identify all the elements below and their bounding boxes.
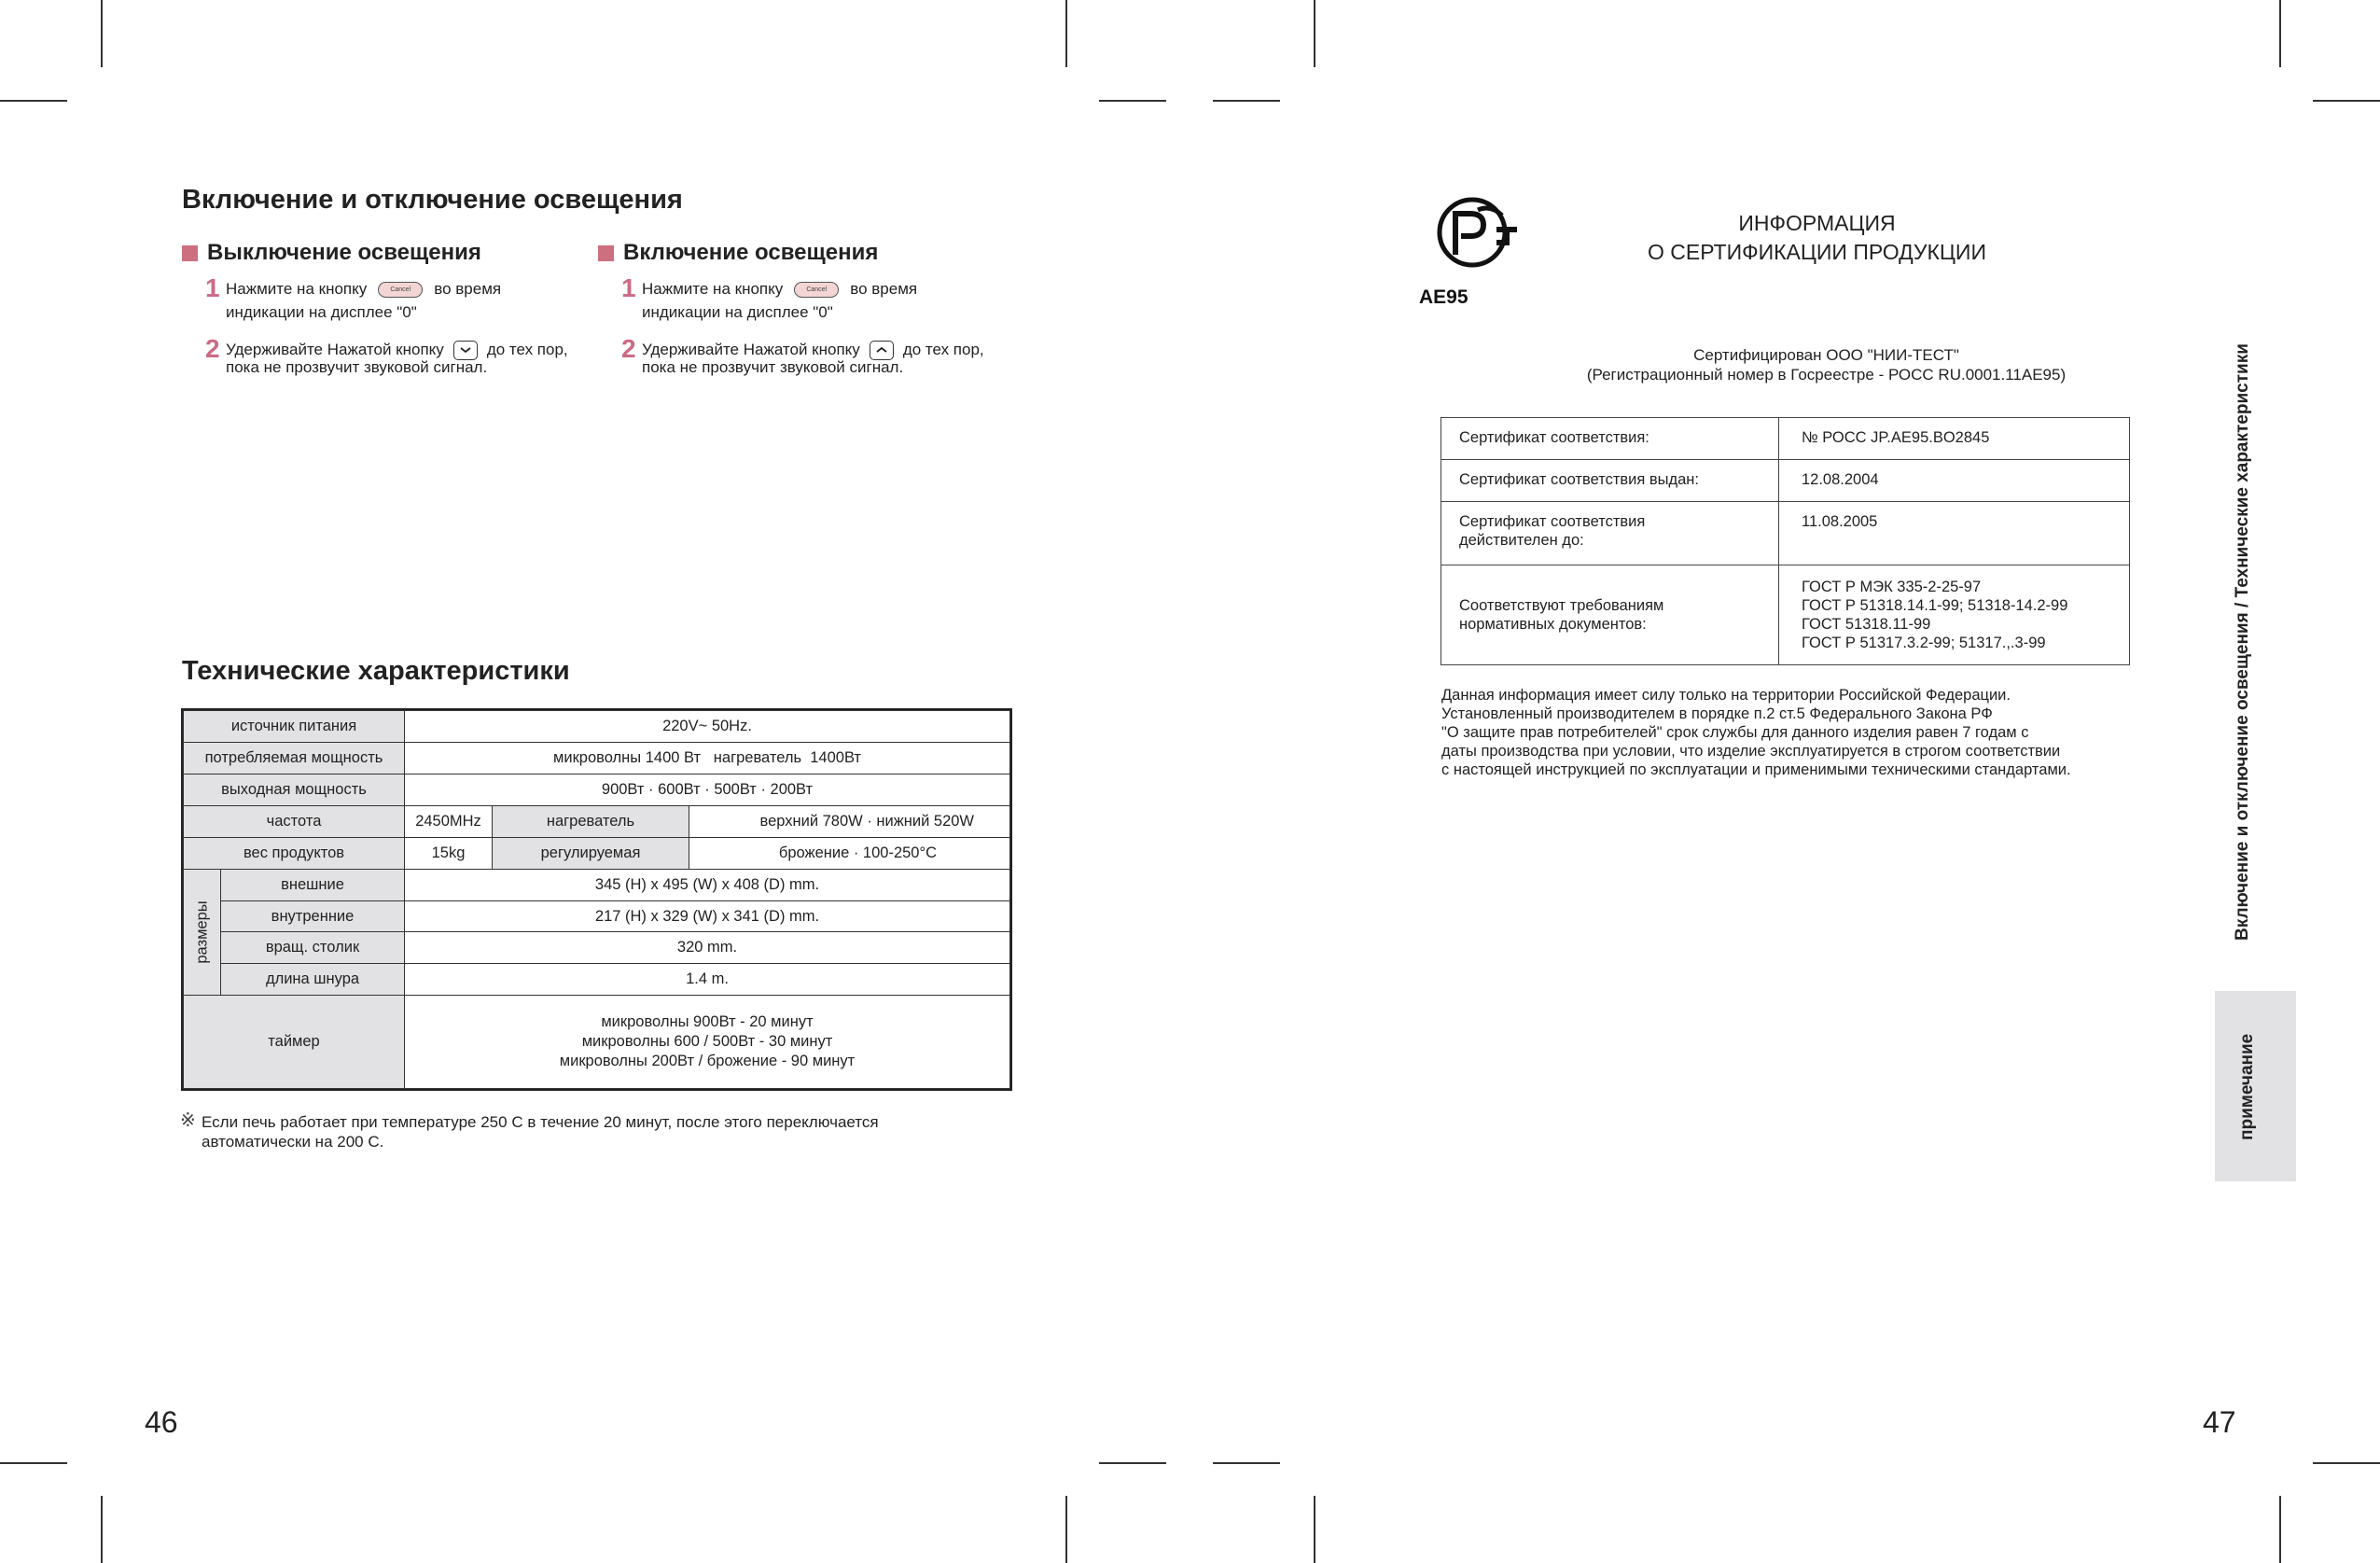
cell-line: Соответствуют требованиям: [1459, 597, 1664, 614]
footnote-line: Если печь работает при температуре 250 С в течение 20 минут, после этого переключается: [202, 1113, 879, 1131]
table-cell: источник питания: [184, 711, 405, 743]
step-text: Удерживайте Нажатой кнопку: [226, 341, 444, 358]
page-title: Включение и отключение освещения: [182, 185, 683, 215]
specs-title: Технические характеристики: [182, 656, 570, 686]
step-1-on: [642, 277, 917, 324]
crop-mark: [101, 0, 103, 67]
table-cell: частота: [184, 806, 405, 838]
table-cell: № РОСС JP.AE95.BO2845: [1779, 418, 2130, 460]
table-cell: вращ. столик: [221, 932, 405, 964]
cell-line: нормативных документов:: [1459, 616, 1647, 633]
table-cell: верхний 780W · нижний 520W: [689, 806, 1010, 838]
crop-mark: [2313, 1462, 2380, 1464]
note-mark: ※: [180, 1110, 196, 1131]
table-cell: брожение · 100-250°C: [689, 838, 1010, 870]
info-title-line: ИНФОРМАЦИЯ: [1738, 211, 1896, 235]
step-number: 2: [205, 334, 220, 363]
step-text: пока не прозвучит звуковой сигнал.: [226, 358, 488, 376]
table-row: [184, 711, 1010, 743]
cell-line: ГОСТ Р 51318.14.1-99; 51318-14.2-99: [1802, 597, 2068, 614]
paragraph-line: "О защите прав потребителей" срок службы для данного изделия равен 7 годам с: [1441, 724, 2029, 741]
crop-mark: [1099, 100, 1166, 102]
bullet-square: [182, 245, 198, 261]
step-text: Нажмите на кнопку: [642, 280, 784, 298]
table-cell: 1.4 m.: [405, 964, 1010, 996]
table-cell: длина шнура: [221, 964, 405, 996]
cell-line: действителен до:: [1459, 532, 1584, 549]
crop-mark: [0, 100, 67, 102]
table-row: [184, 806, 1010, 838]
cancel-button-icon: Cancel: [378, 282, 423, 298]
certified-line: Сертифицирован ООО "НИИ-ТЕСТ": [1693, 346, 1959, 364]
step-1-off: [226, 277, 501, 324]
cell-line: ГОСТ 51318.11-99: [1802, 616, 1931, 633]
table-cell: таймер: [184, 996, 405, 1089]
timer-line: микроволны 900Вт - 20 минут: [601, 1013, 814, 1030]
crop-mark: [1213, 1462, 1280, 1464]
table-cell: внешние: [221, 870, 405, 901]
table-cell: [1779, 565, 2130, 665]
timer-line: микроволны 600 / 500Вт - 30 минут: [581, 1033, 833, 1050]
certified-line: (Регистрационный номер в Госреестре - РОСС RU.0001.11АЕ95): [1586, 366, 2067, 384]
table-row: [184, 901, 1010, 932]
table-row: [184, 870, 1010, 901]
cancel-button-icon: Cancel: [794, 282, 839, 298]
chevron-up-icon: [870, 341, 894, 360]
step-text: пока не прозвучит звуковой сигнал.: [642, 358, 904, 376]
table-cell: потребляемая мощность: [184, 743, 405, 775]
step-text: во время: [850, 280, 918, 298]
crop-mark: [2313, 100, 2380, 102]
footnote-line: автоматически на 200 С.: [202, 1133, 384, 1151]
bullet-square: [598, 245, 614, 261]
info-title: [1474, 209, 2160, 267]
step-text: до тех пор,: [902, 341, 984, 358]
side-tab-section-title: Включение и отключение освещения / Технические характеристики: [2233, 343, 2252, 941]
table-row: [1441, 502, 2130, 565]
table-cell: Сертификат соответствия выдан:: [1441, 460, 1779, 502]
section-heading-on: [598, 240, 878, 266]
side-tab-note[interactable]: [2215, 991, 2296, 1181]
table-cell: [1441, 502, 1779, 565]
chevron-down-icon: [453, 341, 478, 360]
info-paragraph: [1441, 686, 2169, 779]
table-cell: 2450MHz: [405, 806, 493, 838]
crop-mark: [1065, 0, 1067, 67]
table-cell: 220V~ 50Hz.: [405, 711, 1010, 743]
step-text: индикации на дисплее "0": [226, 303, 417, 321]
table-row: [184, 932, 1010, 964]
side-tab-note-label: примечание: [2237, 1033, 2257, 1140]
paragraph-line: с настоящей инструкцией по эксплуатации и применимыми техническими стандартами.: [1441, 761, 2071, 778]
table-row: [1441, 460, 2130, 502]
dimensions-label: размеры: [193, 900, 210, 964]
timer-line: микроволны 200Вт / брожение - 90 минут: [559, 1053, 856, 1069]
certificate-table: [1441, 417, 2130, 665]
table-cell: 900Вт · 600Вт · 500Вт · 200Вт: [405, 775, 1010, 806]
certified-by: [1441, 345, 2211, 384]
table-cell: [405, 996, 1010, 1089]
step-text: Удерживайте Нажатой кнопку: [642, 341, 860, 358]
table-row: [184, 964, 1010, 996]
table-cell: выходная мощность: [184, 775, 405, 806]
step-text: во время: [434, 280, 502, 298]
table-row: [184, 743, 1010, 775]
step-number: 1: [621, 273, 636, 302]
cell-line: ГОСТ Р 51317.3.2-99; 51317.,.3-99: [1802, 635, 2046, 651]
step-number: 2: [621, 334, 636, 363]
table-cell: 12.08.2004: [1779, 460, 2130, 502]
page-number: 47: [2203, 1405, 2236, 1439]
table-cell: 11.08.2005: [1779, 502, 2130, 565]
footnote: [202, 1112, 879, 1151]
crop-mark: [2279, 1496, 2281, 1563]
page-number: 46: [145, 1405, 178, 1439]
table-cell: Сертификат соответствия:: [1441, 418, 1779, 460]
crop-mark: [1213, 100, 1280, 102]
crop-mark: [0, 1462, 67, 1464]
crop-mark: [1065, 1496, 1067, 1563]
chevron-down-icon: [459, 345, 472, 355]
logo-code: AE95: [1419, 286, 1468, 308]
info-title-line: О СЕРТИФИКАЦИИ ПРОДУКЦИИ: [1647, 240, 1986, 264]
table-cell: микроволны 1400 Вт нагреватель 1400Вт: [405, 743, 1010, 775]
step-2-on: [642, 338, 984, 384]
table-cell: 320 mm.: [405, 932, 1010, 964]
table-cell: внутренние: [221, 901, 405, 932]
section-heading-off: [182, 240, 481, 266]
table-row: [1441, 418, 2130, 460]
table-cell: 345 (H) x 495 (W) x 408 (D) mm.: [405, 870, 1010, 901]
crop-mark: [101, 1496, 103, 1563]
section-heading-label: Включение освещения: [623, 240, 879, 265]
cell-line: Сертификат соответствия: [1459, 513, 1646, 530]
specs-table: [181, 708, 1012, 1091]
table-cell: 217 (H) x 329 (W) x 341 (D) mm.: [405, 901, 1010, 932]
table-row: [184, 838, 1010, 870]
chevron-up-icon: [875, 345, 888, 355]
step-text: Нажмите на кнопку: [226, 280, 368, 298]
section-heading-label: Выключение освещения: [207, 240, 481, 265]
crop-mark: [1314, 0, 1315, 67]
table-cell: 15kg: [405, 838, 493, 870]
step-text: индикации на дисплее "0": [642, 303, 833, 321]
table-cell: нагреватель: [493, 806, 689, 838]
table-row: [184, 775, 1010, 806]
paragraph-line: Установленный производителем в порядке п.2 ст.5 Федерального Закона РФ: [1441, 705, 1993, 722]
crop-mark: [1314, 1496, 1315, 1563]
table-cell: вес продуктов: [184, 838, 405, 870]
crop-mark: [2279, 0, 2281, 67]
step-2-off: [226, 338, 568, 384]
table-cell: регулируемая: [493, 838, 689, 870]
table-row: [1441, 565, 2130, 665]
step-text: до тех пор,: [486, 341, 568, 358]
paragraph-line: Данная информация имеет силу только на территории Российской Федерации.: [1441, 687, 2011, 704]
table-cell: [1441, 565, 1779, 665]
table-row: [184, 996, 1010, 1089]
paragraph-line: даты производства при условии, что изделие эксплуатируется в строгом соответствии: [1441, 743, 2061, 760]
table-cell: [184, 870, 221, 996]
step-number: 1: [205, 273, 220, 302]
cell-line: ГОСТ Р МЭК 335-2-25-97: [1802, 579, 1982, 595]
crop-mark: [1099, 1462, 1166, 1464]
